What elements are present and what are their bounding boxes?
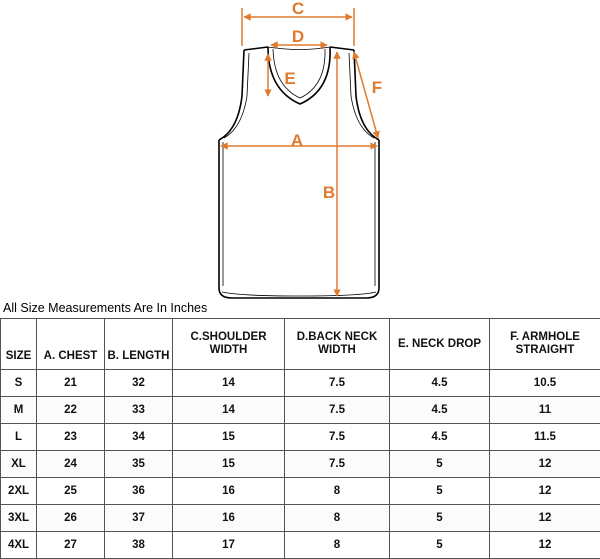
cell-armhole: 12 — [490, 478, 600, 505]
cell-chest: 21 — [37, 370, 105, 397]
cell-length: 33 — [105, 397, 173, 424]
cell-neck-drop: 5 — [390, 478, 490, 505]
cell-armhole: 12 — [490, 505, 600, 532]
cell-back-neck: 7.5 — [285, 397, 390, 424]
table-row — [1, 451, 600, 478]
header-size: SIZE — [1, 319, 37, 370]
label-b: B — [323, 183, 335, 202]
table-row — [1, 370, 600, 397]
cell-size: L — [1, 424, 37, 451]
cell-chest: 26 — [37, 505, 105, 532]
header-back-neck-width: D.BACK NECK WIDTH — [285, 319, 390, 370]
cell-size: S — [1, 370, 37, 397]
cell-back-neck: 8 — [285, 505, 390, 532]
cell-shoulder: 17 — [173, 532, 285, 559]
cell-back-neck: 7.5 — [285, 370, 390, 397]
cell-chest: 23 — [37, 424, 105, 451]
label-e: E — [284, 69, 295, 88]
cell-neck-drop: 4.5 — [390, 370, 490, 397]
header-shoulder-width: C.SHOULDER WIDTH — [173, 319, 285, 370]
cell-back-neck: 7.5 — [285, 424, 390, 451]
cell-shoulder: 15 — [173, 451, 285, 478]
cell-shoulder: 14 — [173, 370, 285, 397]
header-neck-drop: E. NECK DROP — [390, 319, 490, 370]
table-row — [1, 397, 600, 424]
cell-size: XL — [1, 451, 37, 478]
cell-length: 32 — [105, 370, 173, 397]
label-c: C — [292, 0, 304, 18]
cell-size: 3XL — [1, 505, 37, 532]
size-chart-table — [0, 318, 600, 559]
table-header-row — [1, 319, 600, 370]
cell-back-neck: 8 — [285, 532, 390, 559]
header-length: B. LENGTH — [105, 319, 173, 370]
cell-length: 37 — [105, 505, 173, 532]
cell-chest: 22 — [37, 397, 105, 424]
cell-armhole: 10.5 — [490, 370, 600, 397]
cell-chest: 24 — [37, 451, 105, 478]
header-armhole-straight: F. ARMHOLE STRAIGHT — [490, 319, 600, 370]
cell-back-neck: 8 — [285, 478, 390, 505]
cell-armhole: 11.5 — [490, 424, 600, 451]
cell-size: M — [1, 397, 37, 424]
table-row — [1, 424, 600, 451]
cell-neck-drop: 5 — [390, 532, 490, 559]
cell-length: 35 — [105, 451, 173, 478]
cell-chest: 27 — [37, 532, 105, 559]
cell-length: 34 — [105, 424, 173, 451]
cell-length: 36 — [105, 478, 173, 505]
cell-length: 38 — [105, 532, 173, 559]
tank-top-outline — [219, 47, 379, 298]
table-row — [1, 478, 600, 505]
cell-shoulder: 16 — [173, 478, 285, 505]
label-f: F — [372, 78, 382, 97]
cell-shoulder: 14 — [173, 397, 285, 424]
label-d: D — [292, 27, 304, 46]
cell-neck-drop: 5 — [390, 505, 490, 532]
cell-back-neck: 7.5 — [285, 451, 390, 478]
cell-armhole: 12 — [490, 451, 600, 478]
cell-neck-drop: 4.5 — [390, 424, 490, 451]
cell-chest: 25 — [37, 478, 105, 505]
cell-shoulder: 15 — [173, 424, 285, 451]
cell-size: 4XL — [1, 532, 37, 559]
table-row — [1, 532, 600, 559]
cell-armhole: 11 — [490, 397, 600, 424]
cell-neck-drop: 5 — [390, 451, 490, 478]
cell-neck-drop: 4.5 — [390, 397, 490, 424]
cell-shoulder: 16 — [173, 505, 285, 532]
table-row — [1, 505, 600, 532]
header-chest: A. CHEST — [37, 319, 105, 370]
cell-size: 2XL — [1, 478, 37, 505]
cell-armhole: 12 — [490, 532, 600, 559]
label-a: A — [291, 131, 303, 150]
measurement-caption: All Size Measurements Are In Inches — [3, 301, 207, 315]
